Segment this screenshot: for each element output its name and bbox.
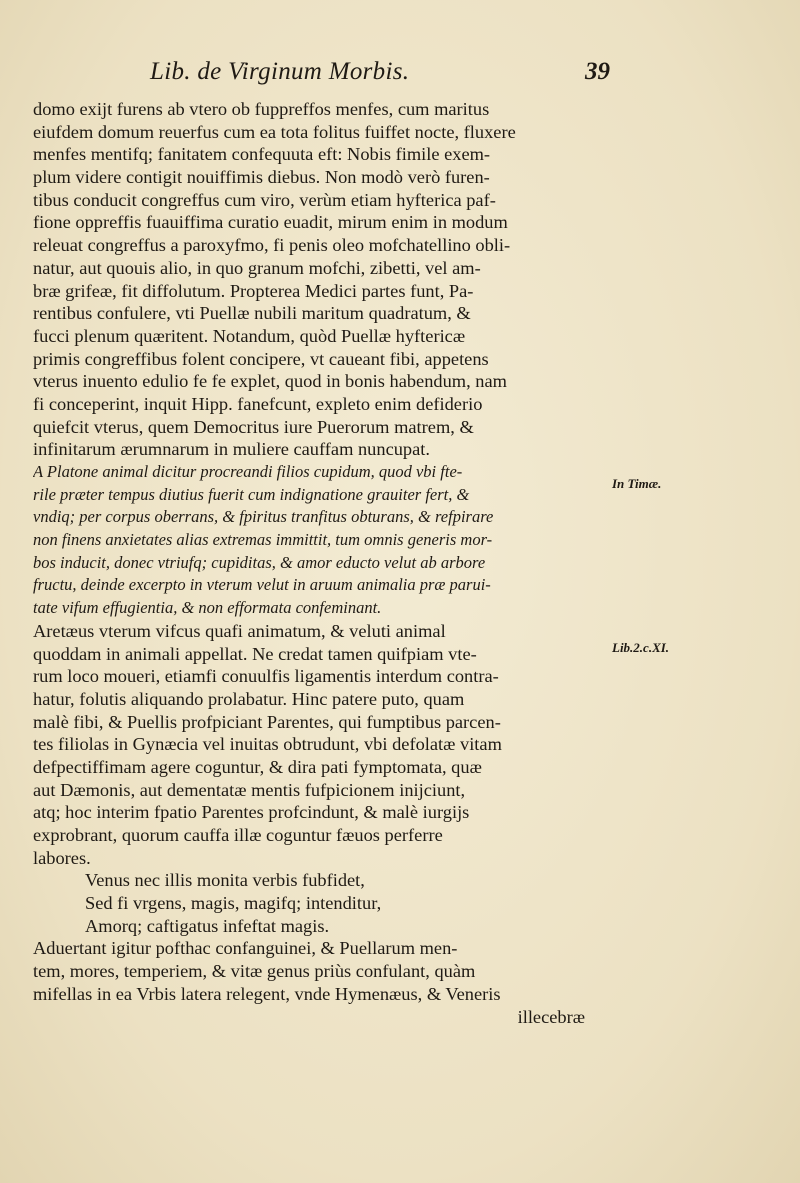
text-line: A Platone animal dicitur procreandi filios cupidum, quod vbi fte- [33, 462, 463, 481]
text-line: fione oppreffis fuauiffima curatio euadit, mirum enim in modum [33, 212, 508, 233]
text-line: tibus conducit congreffus cum viro, verùm etiam hyfterica paf- [33, 189, 496, 210]
text-line: Amorq; caftigatus infeftat magis. [85, 915, 330, 936]
text-line: aut Dæmonis, aut dementatæ mentis fufpicionem inijciunt, [33, 779, 466, 800]
text-line: malè fibi, & Puellis profpiciant Parentes, qui fumptibus parcen- [33, 711, 501, 732]
text-line: atq; hoc interim fpatio Parentes profcindunt, & malè iurgijs [33, 802, 470, 823]
text-line: rile præter tempus diutius fuerit cum indignatione grauiter fert, & [33, 484, 470, 504]
header-title: Lib. de Virginum Morbis. [150, 58, 410, 85]
text-line: vndiq; per corpus oberrans, & fpiritus tranfitus obturans, & refpirare [33, 507, 494, 527]
text-line: non finens anxietates alias extremas immittit, tum omnis generis mor- [33, 530, 493, 550]
text-line: illecebræ [517, 1006, 585, 1027]
text-line: Venus nec illis monita verbis fubfidet, [85, 870, 365, 891]
text-line: primis congreffibus folent concipere, vt caueant fibi, appetens [33, 348, 489, 369]
text-line: natur, aut quouis alio, in quo granum mofchi, zibetti, vel am- [33, 257, 481, 278]
text-line: infinitarum ærumnarum in muliere cauffam nuncupat. [33, 439, 430, 460]
body-text [33, 98, 625, 1028]
text-line: tate vifum effugientia, & non efformata confeminant. [33, 598, 382, 618]
text-line: releuat congreffus a paroxyfmo, fi penis oleo mofchatellino obli- [33, 235, 511, 256]
page-number: 39 [585, 58, 610, 85]
text-line: Aduertant igitur pofthac confanguinei, & Puellarum men- [33, 938, 458, 959]
text-line: quoddam in animali appellat. Ne credat tamen quifpiam vte- [33, 643, 477, 664]
text-line: quiefcit vterus, quem Democritus iure Puerorum matrem, & [33, 416, 474, 437]
text-line: vterus inuento edulio fe fe explet, quod in bonis habendum, nam [33, 371, 507, 392]
text-line: hatur, folutis aliquando prolabatur. Hinc patere puto, quam [33, 688, 465, 709]
text-line: fructu, deinde excerpto in vterum velut in aruum animalia præ parui- [33, 575, 491, 595]
text-line: fi conceperint, inquit Hipp. fanefcunt, expleto enim defiderio [33, 393, 483, 414]
text-line: eiufdem domum reuerfus cum ea tota folitus fuiffet nocte, fluxere [33, 121, 516, 142]
text-line: Aretæus vterum vifcus quafi animatum, & veluti animal [33, 620, 446, 641]
margin-note-lib: Lib.2.c.XI. [612, 640, 670, 655]
text-line: bræ grifeæ, fit diffolutum. Propterea Medici partes funt, Pa- [33, 280, 474, 301]
text-line: rum loco moueri, etiamfi conuulfis ligamentis interdum contra- [33, 666, 499, 687]
margin-note-timaeus: In Timæ. [612, 476, 662, 491]
text-line: Sed fi vrgens, magis, magifq; intenditur, [85, 893, 382, 914]
text-line: plum videre contigit nouiffimis diebus. Non modò verò furen- [33, 167, 490, 188]
text-line: domo exijt furens ab vtero ob fuppreffos menfes, cum maritus [33, 99, 490, 119]
text-line: rentibus confulere, vti Puellæ nubili maritum quadratum, & [33, 303, 471, 324]
text-line: mifellas in ea Vrbis latera relegent, vnde Hymenæus, & Veneris [33, 983, 501, 1004]
text-line: menfes mentifq; fanitatem confequuta eft: Nobis fimile exem- [33, 144, 491, 165]
text-line: tes filiolas in Gynæcia vel inuitas obtrudunt, vbi defolatæ vitam [33, 734, 502, 755]
text-line: exprobrant, quorum cauffa illæ coguntur fæuos perferre [33, 825, 443, 845]
text-line: labores. [33, 847, 91, 868]
text-line: bos inducit, donec vtriufq; cupiditas, & amor educto velut ab arbore [33, 552, 486, 572]
text-line: fucci plenum quæritent. Notandum, quòd Puellæ hyftericæ [33, 325, 466, 346]
text-line: defpectiffimam agere coguntur, & dira pati fymptomata, quæ [33, 756, 482, 777]
text-line: tem, mores, temperiem, & vitæ genus priùs confulant, quàm [33, 961, 476, 982]
